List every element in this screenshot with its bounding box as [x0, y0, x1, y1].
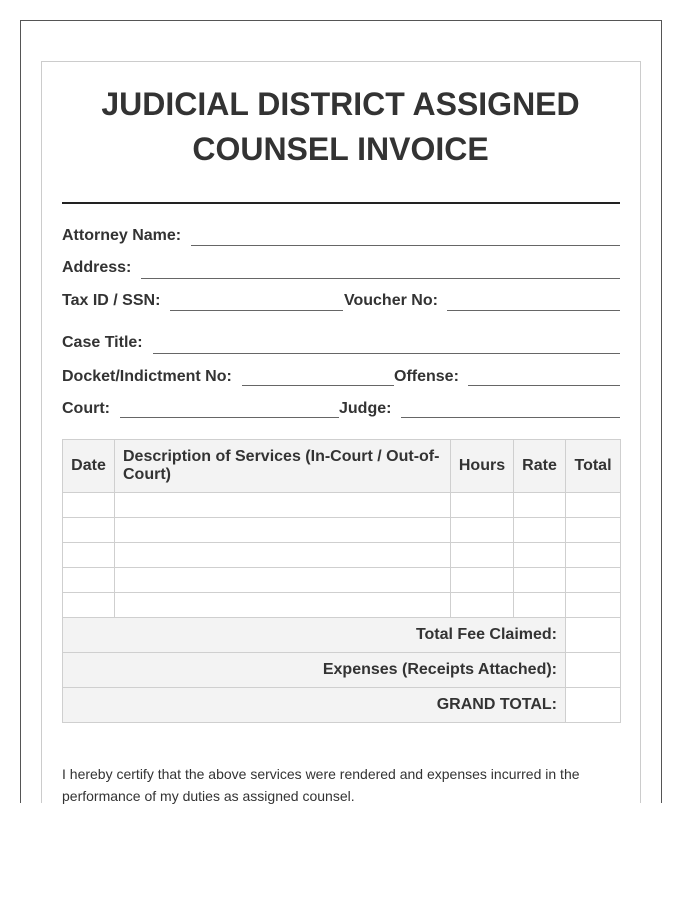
date-cell[interactable]: [63, 518, 115, 543]
expenses-row: [63, 653, 621, 688]
rate-cell[interactable]: [514, 543, 566, 568]
total-cell[interactable]: [566, 493, 621, 518]
date-cell[interactable]: [63, 593, 115, 618]
hours-cell[interactable]: [451, 493, 514, 518]
rate-cell[interactable]: [514, 593, 566, 618]
title-line-1: JUDICIAL DISTRICT ASSIGNED: [101, 86, 580, 122]
hours-cell[interactable]: [451, 518, 514, 543]
total-fee-label: Total Fee Claimed:: [63, 618, 566, 653]
table-row: [63, 518, 621, 543]
date-column-header: Date: [63, 440, 115, 493]
title-divider: [62, 202, 620, 204]
table-header-row: [63, 440, 621, 493]
date-cell[interactable]: [63, 493, 115, 518]
attorney-name-label: Attorney Name:: [62, 227, 182, 244]
hours-cell[interactable]: [451, 543, 514, 568]
total-column-header: Total: [566, 440, 621, 493]
date-cell[interactable]: [63, 568, 115, 593]
title-line-2: COUNSEL INVOICE: [192, 131, 489, 167]
table-row: [63, 593, 621, 618]
court-field[interactable]: [120, 417, 339, 418]
expenses-value[interactable]: [566, 653, 621, 688]
offense-label: Offense:: [394, 368, 459, 385]
total-cell[interactable]: [566, 518, 621, 543]
voucher-no-field[interactable]: [447, 310, 620, 311]
attorney-name-field[interactable]: [191, 245, 620, 246]
rate-column-header: Rate: [514, 440, 566, 493]
grand-total-label: GRAND TOTAL:: [63, 688, 566, 723]
certification-statement: I hereby certify that the above services were rendered and expenses incurred in the performance of my duties as assigned counsel.: [62, 766, 580, 804]
total-fee-row: [63, 618, 621, 653]
grand-total-row: [63, 688, 621, 723]
hours-cell[interactable]: [451, 593, 514, 618]
docket-no-label: Docket/Indictment No:: [62, 368, 232, 385]
invoice-title: [62, 82, 619, 172]
hours-column-header: Hours: [451, 440, 514, 493]
description-cell[interactable]: [115, 543, 451, 568]
total-cell[interactable]: [566, 568, 621, 593]
total-cell[interactable]: [566, 593, 621, 618]
table-row: [63, 543, 621, 568]
tax-id-field[interactable]: [170, 310, 343, 311]
voucher-no-label: Voucher No:: [344, 292, 438, 309]
rate-cell[interactable]: [514, 493, 566, 518]
docket-no-field[interactable]: [242, 385, 394, 386]
table-row: [63, 493, 621, 518]
total-fee-value[interactable]: [566, 618, 621, 653]
rate-cell[interactable]: [514, 518, 566, 543]
hours-cell[interactable]: [451, 568, 514, 593]
description-cell[interactable]: [115, 568, 451, 593]
description-cell[interactable]: [115, 593, 451, 618]
description-cell[interactable]: [115, 493, 451, 518]
offense-field[interactable]: [468, 385, 620, 386]
expenses-label: Expenses (Receipts Attached):: [63, 653, 566, 688]
address-field[interactable]: [141, 278, 620, 279]
total-cell[interactable]: [566, 543, 621, 568]
judge-field[interactable]: [401, 417, 620, 418]
case-title-label: Case Title:: [62, 334, 143, 351]
services-table: [62, 439, 621, 723]
address-label: Address:: [62, 259, 132, 276]
table-row: [63, 568, 621, 593]
rate-cell[interactable]: [514, 568, 566, 593]
tax-id-label: Tax ID / SSN:: [62, 292, 161, 309]
court-label: Court:: [62, 400, 110, 417]
judge-label: Judge:: [339, 400, 392, 417]
grand-total-value[interactable]: [566, 688, 621, 723]
description-cell[interactable]: [115, 518, 451, 543]
date-cell[interactable]: [63, 543, 115, 568]
description-column-header: Description of Services (In-Court / Out-of-Court): [115, 440, 451, 493]
case-title-field[interactable]: [153, 353, 620, 354]
